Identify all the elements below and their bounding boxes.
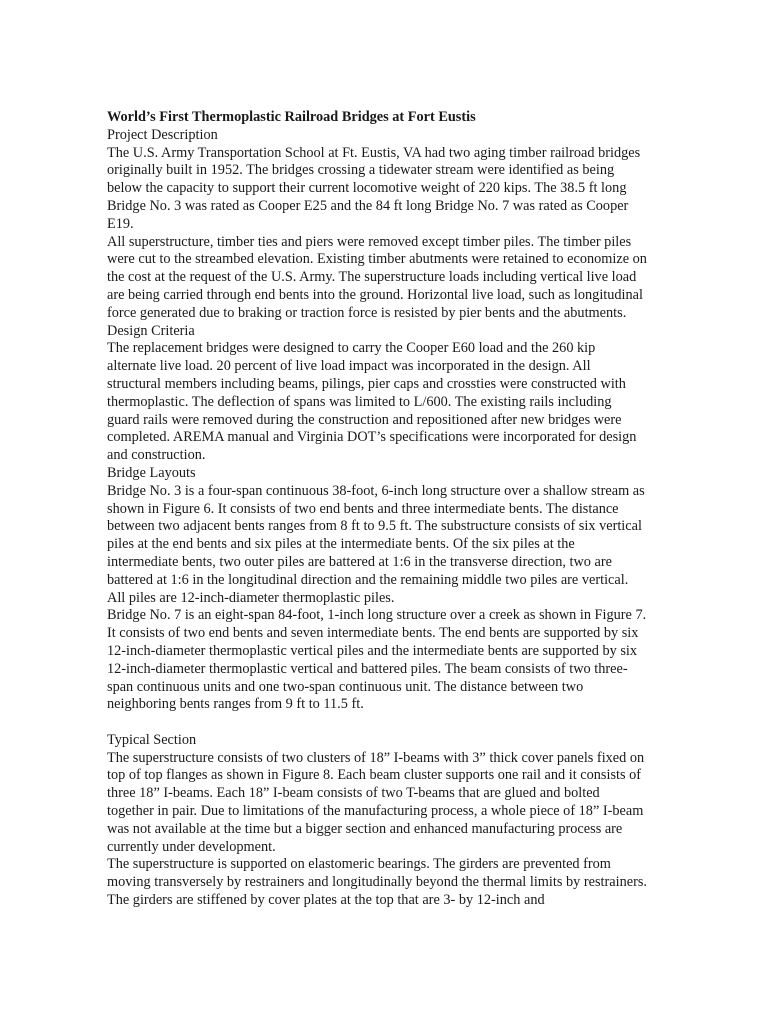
section-heading-bridge-layouts: Bridge Layouts <box>107 464 196 481</box>
paragraph: The U.S. Army Transportation School at Ft. Eustis, VA had two aging timber railroad bridges originally built in 1952. The bridges crossing a tidewater stream were identified as being below the capacity to support their current locomotive weight of 220 kips. The 38.5 ft long Bridge No. 3 was rated as Cooper E25 and the 84 ft long Bridge No. 7 was rated as Cooper E19. <box>107 144 641 232</box>
paragraph: All superstructure, timber ties and piers were removed except timber piles. The timber piles were cut to the streambed elevation. Existing timber abutments were retained to economize on the cost at the request of the U.S. Army. The superstructure loads including vertical live load are being carried through end bents into the ground. Horizontal live load, such as longitudinal force generated due to braking or traction force is resisted by pier bents and the abutments. <box>107 233 647 321</box>
paragraph: The superstructure is supported on elastomeric bearings. The girders are prevented from moving transversely by restrainers and longitudinally beyond the thermal limits by restrainers. The girders are stiffened by cover plates at the top that are 3- by 12-inch and <box>107 856 647 909</box>
section-heading-project-description: Project Description <box>107 126 218 143</box>
section-heading-typical-section: Typical Section <box>107 731 197 748</box>
document-page <box>107 109 647 910</box>
paragraph: Bridge No. 7 is an eight-span 84-foot, 1-inch long structure over a creek as shown in Figure 7. It consists of two end bents and seven intermediate bents. The end bents are supported by six 12-inch-diameter thermoplastic vertical piles and the intermediate bents are supported by six 12-inch-diameter thermoplastic vertical and battered piles. The beam consists of two three-span continuous units and one two-span continuous unit. The distance between two neighboring bents ranges from 9 ft to 11.5 ft. <box>107 607 647 713</box>
section-heading-design-criteria: Design Criteria <box>107 322 195 339</box>
paragraph: Bridge No. 3 is a four-span continuous 38-foot, 6-inch long structure over a shallow stream as shown in Figure 6. It consists of two end bents and three intermediate bents. The distance between two adjacent bents ranges from 8 ft to 9.5 ft. The substructure consists of six vertical piles at the end bents and six piles at the intermediate bents. Of the six piles at the intermediate bents, two outer piles are battered at 1:6 in the transverse direction, two are battered at 1:6 in the longitudinal direction and the remaining middle two piles are vertical. All piles are 12-inch-diameter thermoplastic piles. <box>107 482 645 606</box>
paragraph: The superstructure consists of two clusters of 18” I-beams with 3” thick cover panels fixed on top of top flanges as shown in Figure 8. Each beam cluster supports one rail and it consists of three 18” I-beams. Each 18” I-beam consists of two T-beams that are glued and bolted together in pair. Due to limitations of the manufacturing process, a whole piece of 18” I-beam was not available at the time but a bigger section and enhanced manufacturing process are currently under development. <box>107 749 645 855</box>
paragraph: The replacement bridges were designed to carry the Cooper E60 load and the 260 kip alternate live load. 20 percent of live load impact was incorporated in the design. All structural members including beams, pilings, pier caps and crossties were constructed with thermoplastic. The deflection of spans was limited to L/600. The existing rails including guard rails were removed during the construction and repositioned after new bridges were completed. AREMA manual and Virginia DOT’s specifications were incorporated for design and construction. <box>107 340 637 464</box>
blank-line <box>107 714 647 732</box>
document-title: World’s First Thermoplastic Railroad Bridges at Fort Eustis <box>107 109 476 125</box>
